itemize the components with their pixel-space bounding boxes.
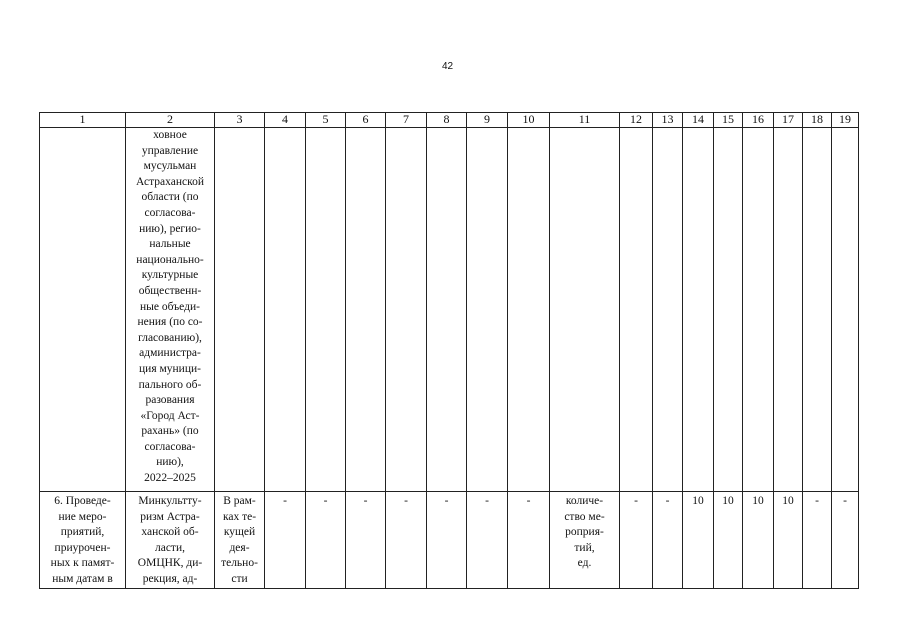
header-cell: 12 [620, 113, 653, 128]
value-cell: 10 [743, 492, 774, 589]
value-cell: - [346, 492, 386, 589]
table-cell [653, 128, 683, 492]
table-cell [346, 128, 386, 492]
header-cell: 13 [653, 113, 683, 128]
table-cell [215, 128, 265, 492]
table-cell [427, 128, 467, 492]
value-cell: - [508, 492, 550, 589]
header-cell: 10 [508, 113, 550, 128]
value-cell: - [653, 492, 683, 589]
table-cell [620, 128, 653, 492]
table-cell [803, 128, 832, 492]
table-cell [306, 128, 346, 492]
value-cell: - [386, 492, 427, 589]
header-cell: 4 [265, 113, 306, 128]
activity-cell: 6. Проведе- ние меро- приятий, приурочен- ных к памят- ным датам в [40, 492, 126, 589]
header-cell: 14 [683, 113, 714, 128]
table-cell [743, 128, 774, 492]
value-cell: 10 [774, 492, 803, 589]
value-cell: 10 [714, 492, 743, 589]
indicator-cell: количе- ство ме- роприя- тий, ед. [550, 492, 620, 589]
header-row [40, 113, 859, 128]
table-row [40, 492, 859, 589]
header-cell: 17 [774, 113, 803, 128]
value-cell: - [620, 492, 653, 589]
header-cell: 15 [714, 113, 743, 128]
value-cell: - [306, 492, 346, 589]
table-cell [386, 128, 427, 492]
value-cell: - [467, 492, 508, 589]
header-cell: 11 [550, 113, 620, 128]
table-cell [683, 128, 714, 492]
value-cell: - [803, 492, 832, 589]
header-cell: 6 [346, 113, 386, 128]
header-cell: 7 [386, 113, 427, 128]
responsible-cell: Минкультту- ризм Астра- ханской об- ласти, ОМЦНК, ди- рекция, ад- [126, 492, 215, 589]
value-cell: 10 [683, 492, 714, 589]
page-number: 42 [441, 61, 454, 72]
header-cell: 19 [832, 113, 859, 128]
header-cell: 2 [126, 113, 215, 128]
header-cell: 16 [743, 113, 774, 128]
continuation-row [40, 128, 859, 492]
table-cell [467, 128, 508, 492]
document-table [39, 112, 859, 589]
header-cell: 18 [803, 113, 832, 128]
value-cell: - [832, 492, 859, 589]
responsible-cell: ховное управление мусульман Астраханской области (по согласова- нию), регио- нальные национально- культурные общественн- ные объеди- нения (по со- гласованию), администра- ция муници- пального об- разования «Город Аст- рахань» (по согласова- нию), 2022–2025 [126, 128, 215, 492]
value-cell: - [427, 492, 467, 589]
header-cell: 3 [215, 113, 265, 128]
table-cell [508, 128, 550, 492]
table-cell [714, 128, 743, 492]
table-cell [265, 128, 306, 492]
table-cell [832, 128, 859, 492]
table-cell [550, 128, 620, 492]
header-cell: 1 [40, 113, 126, 128]
header-cell: 5 [306, 113, 346, 128]
table-cell [40, 128, 126, 492]
funding-cell: В рам- ках те- кущей дея- тельно- сти [215, 492, 265, 589]
table-cell [774, 128, 803, 492]
value-cell: - [265, 492, 306, 589]
header-cell: 9 [467, 113, 508, 128]
header-cell: 8 [427, 113, 467, 128]
